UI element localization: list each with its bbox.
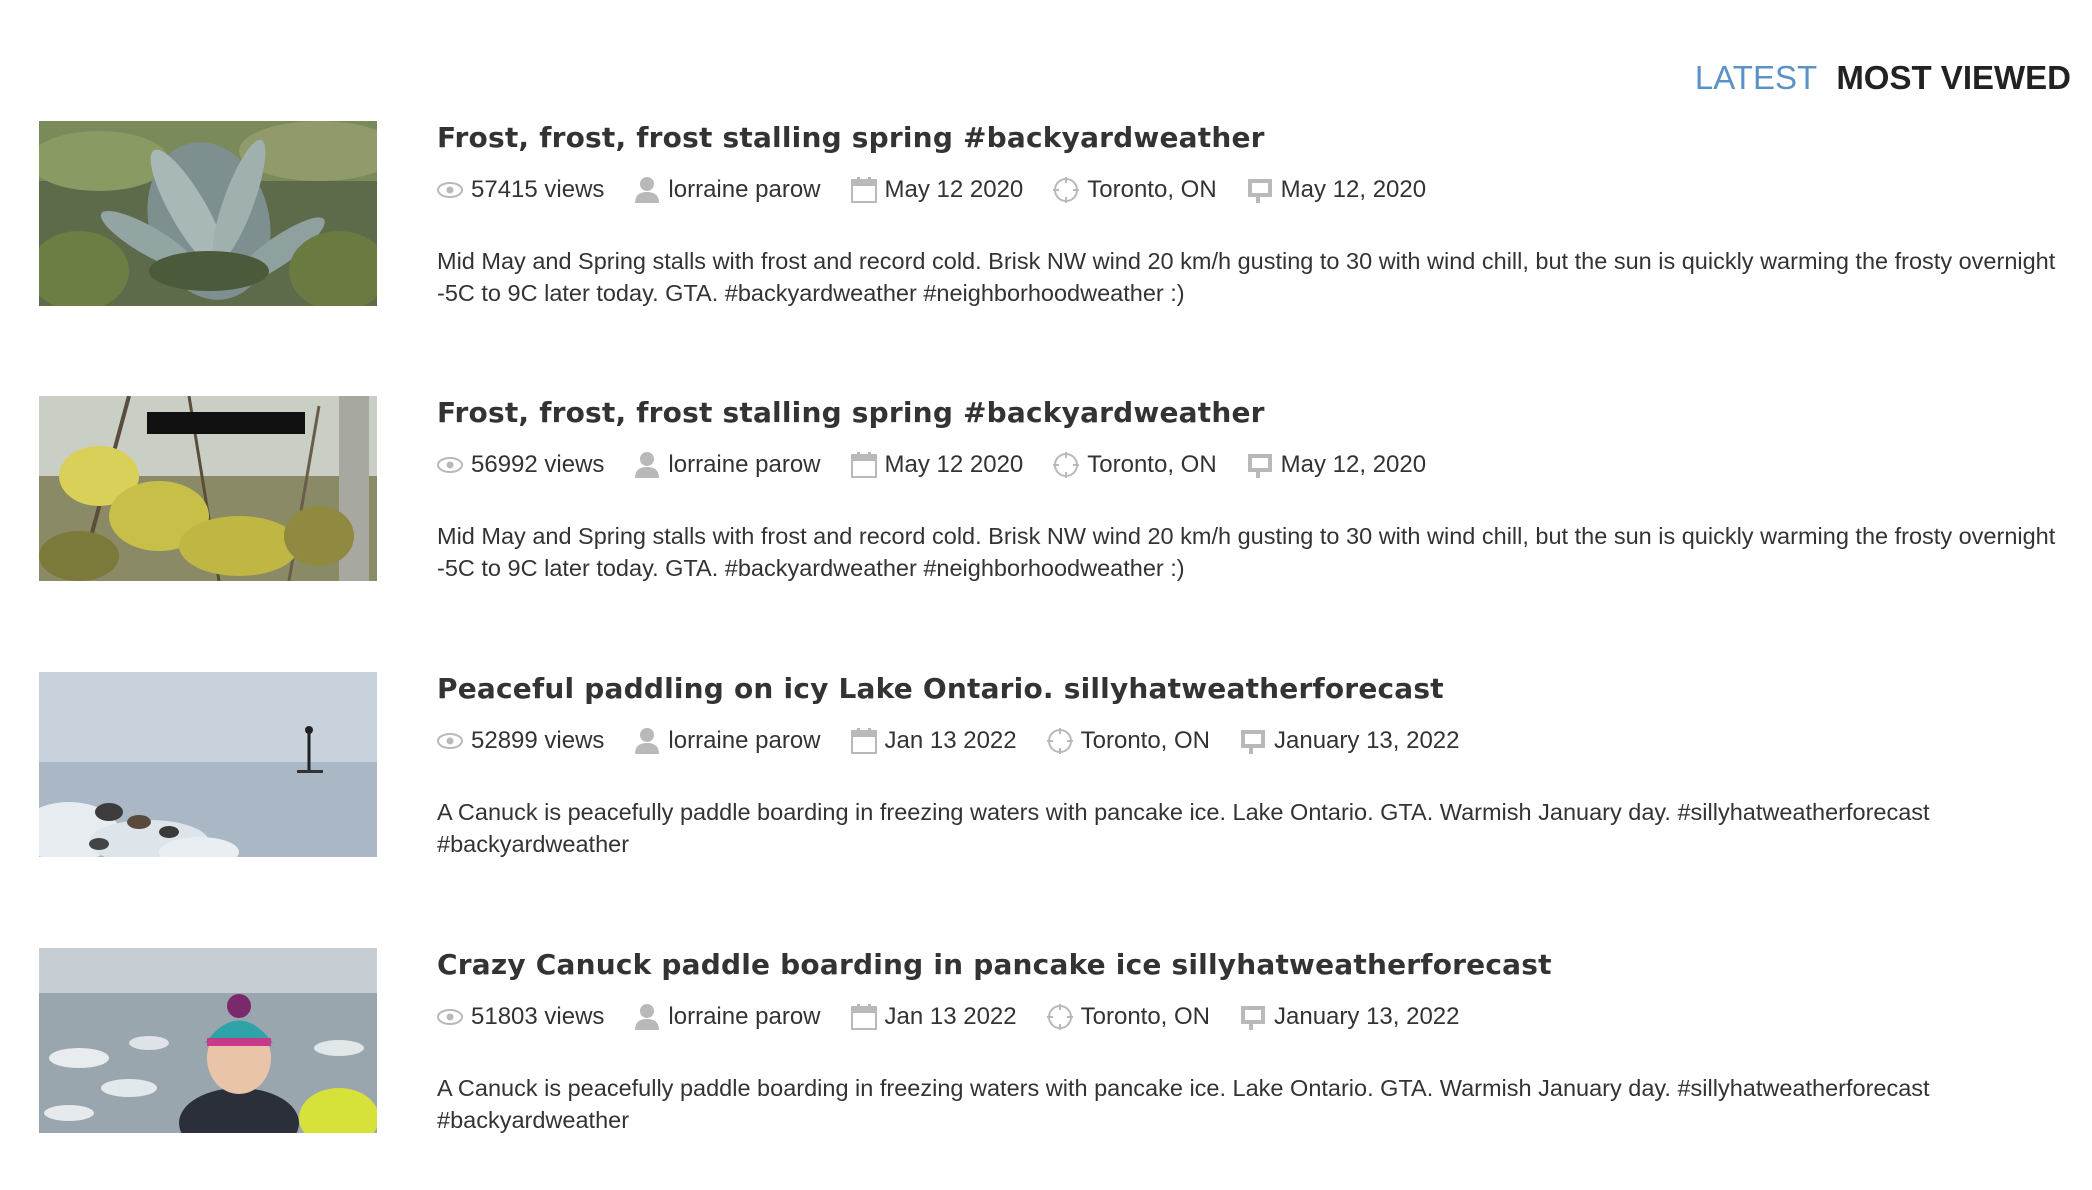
tab-latest[interactable]: LATEST (1694, 59, 1818, 96)
calendar-icon (851, 1004, 877, 1030)
author-meta (634, 727, 820, 755)
eye-icon (437, 457, 463, 473)
post-location: Toronto, ON (1080, 1003, 1211, 1030)
post-date: May 12 2020 (884, 451, 1024, 478)
views-meta (437, 176, 604, 204)
post-description: Mid May and Spring stalls with frost and record cold. Brisk NW wind 20 km/h gusting to 30 with wind chill, but the sun is quickly warming the frosty overnight -5C to 9C later today. GTA. #backyardweather #neighborhoodweather :) (437, 248, 2056, 306)
post-title[interactable]: Frost, frost, frost stalling spring #backyardweather (437, 121, 1265, 154)
captured-date: January 13, 2022 (1274, 727, 1460, 754)
post-description: A Canuck is peacefully paddle boarding in freezing waters with pancake ice. Lake Ontario. GTA. Warmish January day. #sillyhatweatherforecast #backyardweather (437, 799, 1930, 857)
post-item (39, 396, 2059, 596)
post-title[interactable]: Peaceful paddling on icy Lake Ontario. sillyhatweatherforecast (437, 672, 1444, 705)
location-meta (1053, 176, 1216, 204)
author-name[interactable]: lorraine parow (668, 1003, 821, 1030)
post-item (39, 121, 2059, 321)
views-count: 51803 views (471, 1003, 605, 1030)
user-icon (634, 451, 660, 479)
views-meta (437, 1003, 604, 1031)
post-content (437, 121, 2056, 309)
post-thumbnail[interactable] (39, 948, 377, 1133)
post-date: Jan 13 2022 (884, 1003, 1017, 1030)
date-meta (851, 451, 1024, 479)
camera-icon (1240, 1004, 1266, 1030)
calendar-icon (851, 177, 877, 203)
post-location: Toronto, ON (1080, 727, 1211, 754)
author-name[interactable]: lorraine parow (668, 727, 821, 754)
author-meta (634, 451, 820, 479)
camera-icon (1247, 452, 1273, 478)
captured-meta (1247, 451, 1426, 479)
captured-meta (1240, 727, 1459, 755)
author-meta (634, 176, 820, 204)
post-item (39, 672, 2059, 872)
captured-date: May 12, 2020 (1280, 176, 1427, 203)
post-date: May 12 2020 (884, 176, 1024, 203)
views-meta (437, 727, 604, 755)
location-meta (1053, 451, 1216, 479)
post-thumbnail[interactable] (39, 121, 377, 306)
captured-date: January 13, 2022 (1274, 1003, 1460, 1030)
location-meta (1047, 727, 1210, 755)
post-item (39, 948, 2059, 1148)
date-meta (851, 727, 1017, 755)
post-thumbnail[interactable] (39, 672, 377, 857)
post-description: Mid May and Spring stalls with frost and record cold. Brisk NW wind 20 km/h gusting to 30 with wind chill, but the sun is quickly warming the frosty overnight -5C to 9C later today. GTA. #backyardweather #neighborhoodweather :) (437, 523, 2056, 581)
location-icon (1053, 177, 1079, 203)
author-name[interactable]: lorraine parow (668, 451, 821, 478)
post-location: Toronto, ON (1087, 176, 1217, 203)
post-date: Jan 13 2022 (884, 727, 1017, 754)
post-content (437, 396, 2056, 584)
views-meta (437, 451, 604, 479)
author-meta (634, 1003, 820, 1031)
post-meta (437, 724, 2037, 758)
views-count: 56992 views (471, 451, 605, 478)
post-meta (437, 173, 2037, 207)
views-count: 52899 views (471, 727, 605, 754)
post-content (437, 672, 2037, 860)
post-title[interactable]: Crazy Canuck paddle boarding in pancake ice sillyhatweatherforecast (437, 948, 1552, 981)
user-icon (634, 1003, 660, 1031)
post-description: A Canuck is peacefully paddle boarding in freezing waters with pancake ice. Lake Ontario. GTA. Warmish January day. #sillyhatweatherforecast #backyardweather (437, 1075, 1930, 1133)
calendar-icon (851, 452, 877, 478)
post-meta (437, 1000, 2037, 1034)
captured-meta (1247, 176, 1426, 204)
tab-most-viewed[interactable]: MOST VIEWED (1836, 59, 2071, 96)
eye-icon (437, 733, 463, 749)
eye-icon (437, 182, 463, 198)
camera-icon (1240, 728, 1266, 754)
post-thumbnail[interactable] (39, 396, 377, 581)
eye-icon (437, 1009, 463, 1025)
author-name[interactable]: lorraine parow (668, 176, 821, 203)
captured-date: May 12, 2020 (1280, 451, 1427, 478)
post-content (437, 948, 2037, 1136)
calendar-icon (851, 728, 877, 754)
location-icon (1047, 728, 1073, 754)
date-meta (851, 1003, 1017, 1031)
post-meta (437, 448, 2037, 482)
user-icon (634, 176, 660, 204)
user-icon (634, 727, 660, 755)
location-icon (1047, 1004, 1073, 1030)
post-location: Toronto, ON (1087, 451, 1217, 478)
camera-icon (1247, 177, 1273, 203)
location-icon (1053, 452, 1079, 478)
location-meta (1047, 1003, 1210, 1031)
sort-tabs (1695, 58, 2071, 98)
captured-meta (1240, 1003, 1459, 1031)
post-title[interactable]: Frost, frost, frost stalling spring #backyardweather (437, 396, 1265, 429)
date-meta (851, 176, 1024, 204)
views-count: 57415 views (471, 176, 605, 203)
